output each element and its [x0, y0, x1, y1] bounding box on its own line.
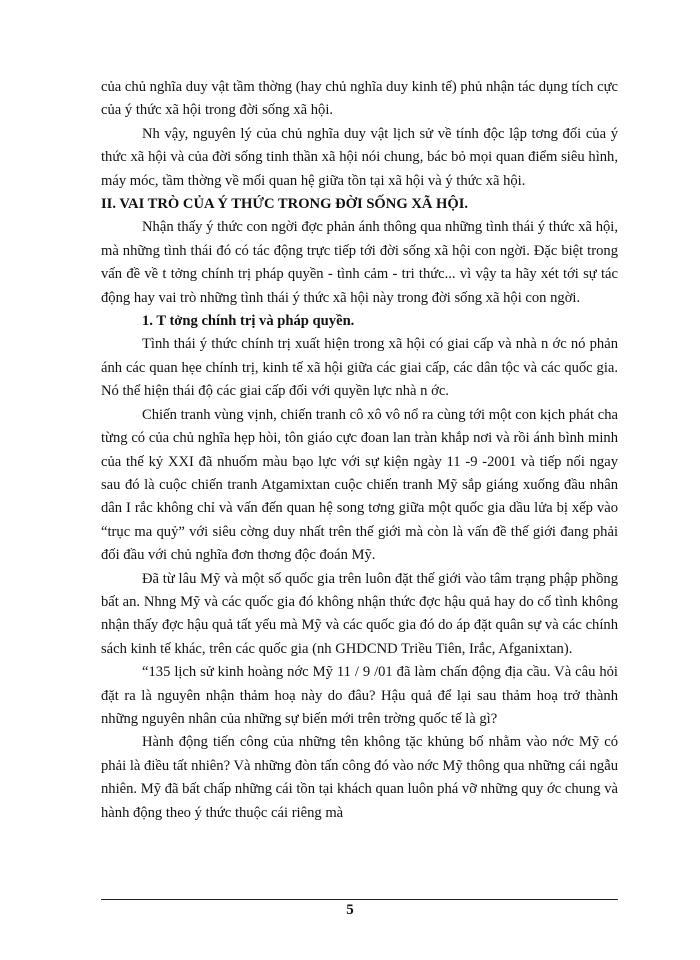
subsection-heading: 1. T tởng chính trị và pháp quyền. [142, 313, 355, 330]
paragraph: Đã từ lâu Mỹ và một số quốc gia trên luôn đặt thế giới vào tâm trạng phập phồng bất an. Nhng Mỹ và các quốc gia đó không nhận thức đợc hậu quả hay do cố tình không nhận thấy đợc hậu quả tất yếu mà Mỹ và các quốc gia đó do áp đặt quân sự và các chính sách kinh tế khác, trên các quốc gia (nh GHDCND Triều Tiên, Irắc, Afganixtan). [101, 570, 618, 657]
section-heading: II. VAI TRÒ CỦA Ý THỨC TRONG ĐỜI SỐNG XÃ HỘI. [101, 196, 469, 213]
document-body [101, 76, 618, 825]
paragraph: Tình thái ý thức chính trị xuất hiện trong xã hội có giai cấp và nhà n ớc nó phản ánh các quan hẹe chính trị, kinh tế xã hội giữa các giai cấp, các dân tộc và các quốc gia. Nó thể hiện thái độ các giai cấp đối với quyền lực nhà n ớc. [101, 336, 618, 400]
paragraph: Chiến tranh vùng vịnh, chiến tranh cô xô vô nổ ra cùng tới một con kịch phát cha từng có của chủ nghĩa hẹp hòi, tôn giáo cực đoan lan tràn khắp nơi và rồi ánh bình minh của thế kỷ XXI đã nhuốm màu bạo lực với sự kiện ngày 11 -9 -2001 và tiếp nối ngay sau đó là cuộc chiến tranh Atgamixtan cuộc chiến tranh Mỹ sắp giáng xuống đầu nhân dân I rắc không chỉ và vấn đến quan hệ song tơng giữa một quốc gia dầu lửa bị xếp vào “trục ma quỷ” với siêu cờng duy nhất trên thế giới mà còn là vấn đề thế giới đang phải đối đầu với chủ nghĩa đơn thơng độc đoán Mỹ. [101, 406, 618, 564]
paragraph: của chủ nghĩa duy vật tầm thờng (hay chủ nghĩa duy kinh tế) phủ nhận tác dụng tích cực của ý thức xã hội trong đời sống xã hội. [101, 79, 618, 119]
page-number: 5 [346, 902, 354, 918]
paragraph: “135 lịch sử kinh hoàng nớc Mỹ 11 / 9 /01 đã làm chấn động địa cầu. Và câu hỏi đặt ra là nguyên nhận thảm hoạ này do đâu? Hậu quả để lại sau thảm hoạ trở thành những nguyên nhân của những sự biến mới trên trờng quốc tế là gì? [101, 664, 618, 727]
paragraph: Nh vậy, nguyên lý của chủ nghĩa duy vật lịch sử về tính độc lập tơng đối của ý thức xã hội và của đời sống tinh thần xã hội nói chung, bác bỏ mọi quan điểm siêu hình, máy móc, tầm thờng về mối quan hệ giữa tồn tại xã hội và ý thức xã hội. [101, 125, 618, 189]
footer-rule [101, 899, 618, 900]
paragraph: Hành động tiến công của những tên không tặc khủng bố nhằm vào nớc Mỹ có phải là điều tất nhiên? Và những đòn tấn công đó vào nớc Mỹ thông qua những cái ngẫu nhiên. Mỹ đã bất chấp những cái tồn tại khách quan luôn phá vỡ những quy ớc chung và hành động theo ý thức thuộc cái riêng mà [101, 734, 618, 821]
paragraph: Nhận thấy ý thức con ngời đợc phản ánh thông qua những tình thái ý thức xã hội, mà những tình thái đó có tác động trực tiếp tới đời sống xã hội con ngời. Đặc biệt trong vấn đề về t tởng chính trị pháp quyền - tình cảm - tri thức... vì vậy ta hãy xét tới sự tác động hay vai trò những tình thái ý thức xã hội này trong đời sống xã hội con ngời. [101, 219, 618, 306]
